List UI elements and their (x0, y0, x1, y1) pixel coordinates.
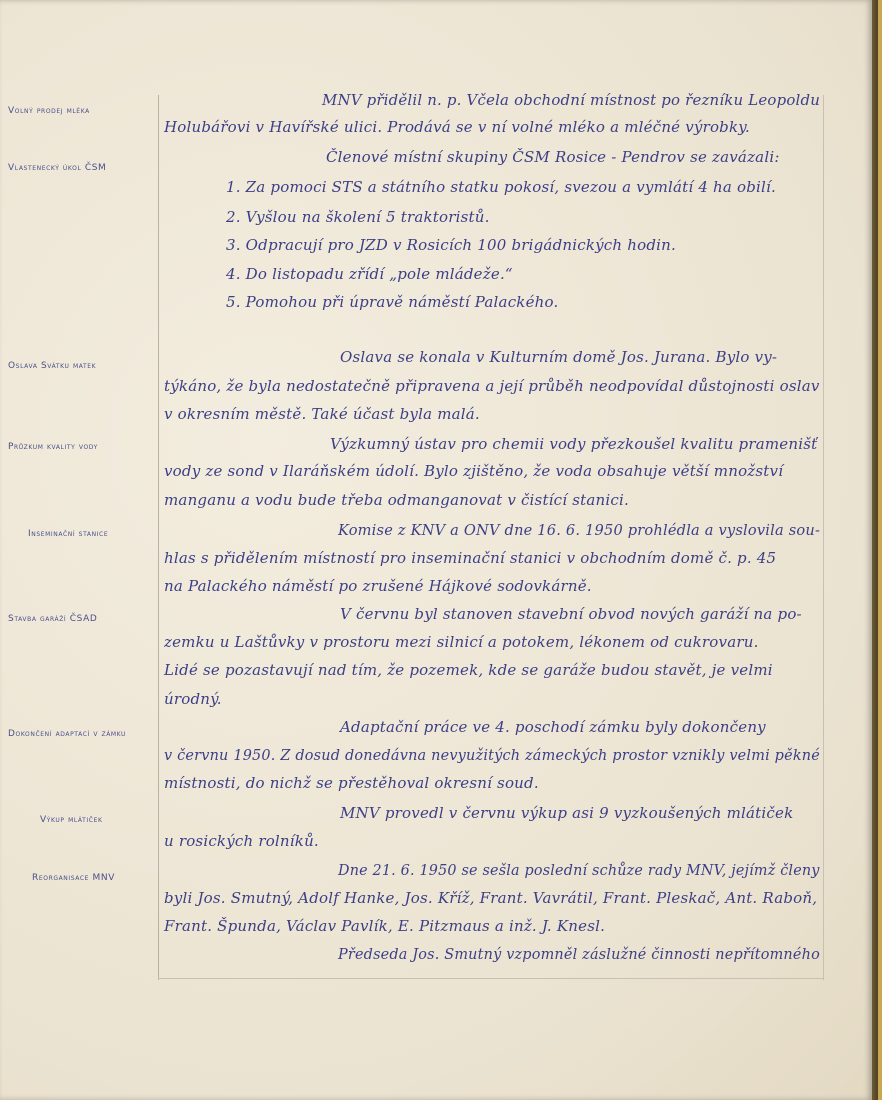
text-line: Oslava se konala v Kulturním domě Jos. Jurana. Bylo vy- (340, 348, 778, 366)
gilt-edge (878, 0, 882, 1100)
margin-note-mnv-reorganisation: Reorganisace MNV (32, 873, 115, 883)
margin-note-water-quality: Průzkum kvality vody (8, 442, 98, 452)
text-line: V červnu byl stanoven stavební obvod nových garáží na po- (340, 605, 802, 623)
text-line: 4. Do listopadu zřídí „pole mládeže.“ (226, 265, 513, 283)
text-line: 1. Za pomoci STS a státního statku pokosí, svezou a vymlátí 4 ha obilí. (226, 178, 777, 196)
text-line: 5. Pomohou při úpravě náměstí Palackého. (226, 293, 559, 311)
text-line: na Palackého náměstí po zrušené Hájkové sodovkárně. (164, 577, 592, 595)
text-line: Lidé se pozastavují nad tím, že pozemek, kde se garáže budou stavět, je velmi (164, 661, 773, 679)
text-line: Komise z KNV a ONV dne 16. 6. 1950 prohlédla a vyslovila sou- (338, 521, 821, 539)
margin-note-milk-sale: Volný prodej mléka (8, 106, 90, 116)
text-line: Dne 21. 6. 1950 se sešla poslední schůze rady MNV, jejímž členy (338, 861, 820, 879)
text-line: MNV přidělil n. p. Včela obchodní místnost po řezníku Leopoldu (322, 91, 821, 109)
text-line: zemku u Laštůvky v prostoru mezi silnicí a potokem, lékonem od cukrovaru. (164, 633, 759, 651)
text-line: Adaptační práce ve 4. poschodí zámku byly dokončeny (340, 718, 766, 736)
margin-rule (158, 95, 159, 980)
text-line: 3. Odpracují pro JZD v Rosicích 100 brigádnických hodin. (226, 236, 676, 254)
text-line: v okresním městě. Také účast byla malá. (164, 405, 480, 423)
text-line: úrodný. (164, 690, 222, 708)
margin-note-insemination: Inseminační stanice (28, 529, 109, 539)
text-line: MNV provedl v červnu výkup asi 9 vyzkoušených mlátiček (340, 804, 794, 822)
text-line: hlas s přidělením místností pro inseminační stanici v obchodním domě č. p. 45 (164, 549, 777, 567)
text-line: Předseda Jos. Smutný vzpomněl záslužné činnosti nepřítomného (338, 945, 820, 963)
bottom-rule (158, 978, 824, 979)
text-line: u rosických rolníků. (164, 832, 319, 850)
text-line: Holubářovi v Havířské ulici. Prodává se v ní volné mléko a mléčné výrobky. (164, 118, 750, 136)
margin-note-castle-adaptation: Dokončení adaptací v zámku (8, 729, 127, 739)
text-line: 2. Vyšlou na školení 5 traktoristů. (226, 208, 490, 226)
text-line: Frant. Špunda, Václav Pavlík, E. Pitzmaus a inž. J. Knesl. (164, 917, 606, 935)
margin-note-garages: Stavba garáží ČSAD (8, 614, 98, 624)
margin-note-threshers: Výkup mlátiček (40, 815, 103, 825)
text-line: v červnu 1950. Z dosud donedávna nevyužitých zámeckých prostor vznikly velmi pěkné (164, 746, 820, 764)
text-line: místnosti, do nichž se přestěhoval okresní soud. (164, 774, 539, 792)
right-rule (823, 95, 824, 980)
text-line: manganu a vodu bude třeba odmanganovat v čistící stanici. (164, 491, 629, 509)
text-line: týkáno, že byla nedostatečně připravena a její průběh neodpovídal důstojnosti oslav (164, 377, 820, 395)
text-line: vody ze sond v Ilaráňském údolí. Bylo zjištěno, že voda obsahuje větší množství (164, 462, 784, 480)
text-line: Členové místní skupiny ČSM Rosice - Pendrov se zavázali: (326, 148, 780, 166)
text-line: byli Jos. Smutný, Adolf Hanke, Jos. Kříž, Frant. Vavrátil, Frant. Pleskač, Ant. Raboň, (164, 889, 818, 907)
margin-note-mothers-day: Oslava Svátku matek (8, 361, 97, 371)
text-line: Výzkumný ústav pro chemii vody přezkoušel kvalitu pramenišť (330, 435, 818, 453)
margin-note-csm-task: Vlastenecký úkol ČSM (8, 163, 107, 173)
